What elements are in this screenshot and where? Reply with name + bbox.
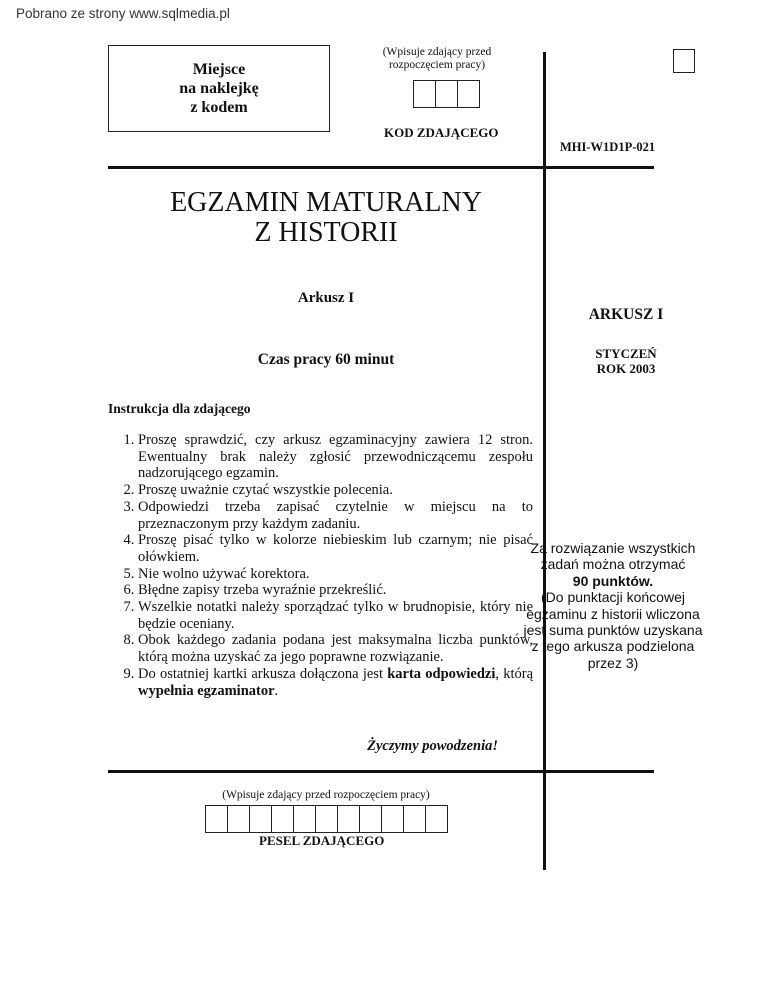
duration: Czas pracy 60 minut bbox=[257, 351, 395, 368]
instructions-heading: Instrukcja dla zdającego bbox=[108, 401, 251, 416]
instruction-item: 5. Nie wolno używać korektora. bbox=[138, 566, 533, 583]
instruction-item: 1. Proszę sprawdzić, czy arkusz egzaminacyjny zawiera 12 stron. Ewentualny brak należy zgłosić przewodniczącemu zespołu nadzorującego egzamin. bbox=[138, 432, 533, 482]
points-pre: Za rozwiązanie wszystkich zadań można otrzymać bbox=[530, 540, 696, 573]
instruction-item: 2. Proszę uważnie czytać wszystkie polecenia. bbox=[138, 482, 533, 499]
code-box[interactable] bbox=[413, 80, 436, 108]
last-item-post: . bbox=[274, 682, 279, 699]
pesel-label: PESEL ZDAJĄCEGO bbox=[259, 833, 385, 848]
instruction-item bbox=[138, 666, 533, 699]
side-month: STYCZEŃ bbox=[595, 346, 657, 361]
code-boxes[interactable] bbox=[414, 80, 480, 108]
examiner-label: wypełnia egzaminator bbox=[138, 682, 275, 699]
points-total: 90 punktów. bbox=[572, 572, 654, 589]
pesel-box[interactable] bbox=[425, 805, 448, 833]
code-label: KOD ZDAJĄCEGO bbox=[384, 125, 499, 140]
code-box[interactable] bbox=[435, 80, 458, 108]
pesel-box[interactable] bbox=[249, 805, 272, 833]
sheet-label: Arkusz I bbox=[297, 290, 355, 306]
sticker-area bbox=[108, 45, 330, 132]
exam-title: EGZAMIN MATURALNY Z HISTORII bbox=[170, 187, 482, 248]
instruction-item: 3. Odpowiedzi trzeba zapisać czytelnie w miejscu na to przeznaczonym przy każdym zadaniu. bbox=[138, 499, 533, 532]
last-item-mid: , którą bbox=[495, 665, 534, 682]
side-year: ROK 2003 bbox=[596, 361, 656, 376]
pesel-boxes[interactable] bbox=[206, 805, 448, 833]
pesel-box[interactable] bbox=[403, 805, 426, 833]
side-date bbox=[546, 346, 706, 376]
pesel-box[interactable] bbox=[293, 805, 316, 833]
instruction-item: 7. Wszelkie notatki należy sporządzać tylko w brudnopisie, który nie będzie oceniany. bbox=[138, 599, 533, 632]
pesel-box[interactable] bbox=[381, 805, 404, 833]
last-item-pre: Do ostatniej kartki arkusza dołączona jest bbox=[138, 665, 388, 682]
pesel-box[interactable] bbox=[315, 805, 338, 833]
instructions-list bbox=[108, 432, 533, 699]
answer-card-label: karta odpowiedzi bbox=[387, 665, 496, 682]
pesel-note: (Wpisuje zdający przed rozpoczęciem pracy) bbox=[222, 789, 430, 801]
pesel-box[interactable] bbox=[271, 805, 294, 833]
code-note: (Wpisuje zdający przed rozpoczęciem pracy) bbox=[382, 46, 492, 71]
good-luck-text: Życzymy powodzenia! bbox=[367, 738, 498, 754]
exam-code: MHI-W1D1P-021 bbox=[560, 140, 656, 154]
code-box[interactable] bbox=[457, 80, 480, 108]
pesel-box[interactable] bbox=[359, 805, 382, 833]
pesel-box[interactable] bbox=[205, 805, 228, 833]
instruction-item: 8. Obok każdego zadania podana jest maksymalna liczba punktów, którą można uzyskać za jego poprawne rozwiązanie. bbox=[138, 632, 533, 665]
bottom-divider bbox=[108, 770, 654, 773]
points-info bbox=[523, 540, 703, 671]
corner-box bbox=[673, 49, 695, 73]
pesel-box[interactable] bbox=[227, 805, 250, 833]
instruction-item: 4. Proszę pisać tylko w kolorze niebieskim lub czarnym; nie pisać ołówkiem. bbox=[138, 532, 533, 565]
side-sheet: ARKUSZ I bbox=[588, 306, 664, 323]
top-divider bbox=[108, 166, 654, 169]
points-post: (Do punktacji końcowej egzaminu z historii wliczona jest suma punktów uzyskana z tego arkusza podzielona przez 3) bbox=[523, 589, 703, 671]
vertical-divider bbox=[543, 52, 546, 870]
source-watermark: Pobrano ze strony www.sqlmedia.pl bbox=[16, 6, 230, 21]
instruction-item: 6. Błędne zapisy trzeba wyraźnie przekreślić. bbox=[138, 582, 533, 599]
pesel-box[interactable] bbox=[337, 805, 360, 833]
sticker-label: Miejsce na naklejkę z kodem bbox=[179, 61, 259, 116]
